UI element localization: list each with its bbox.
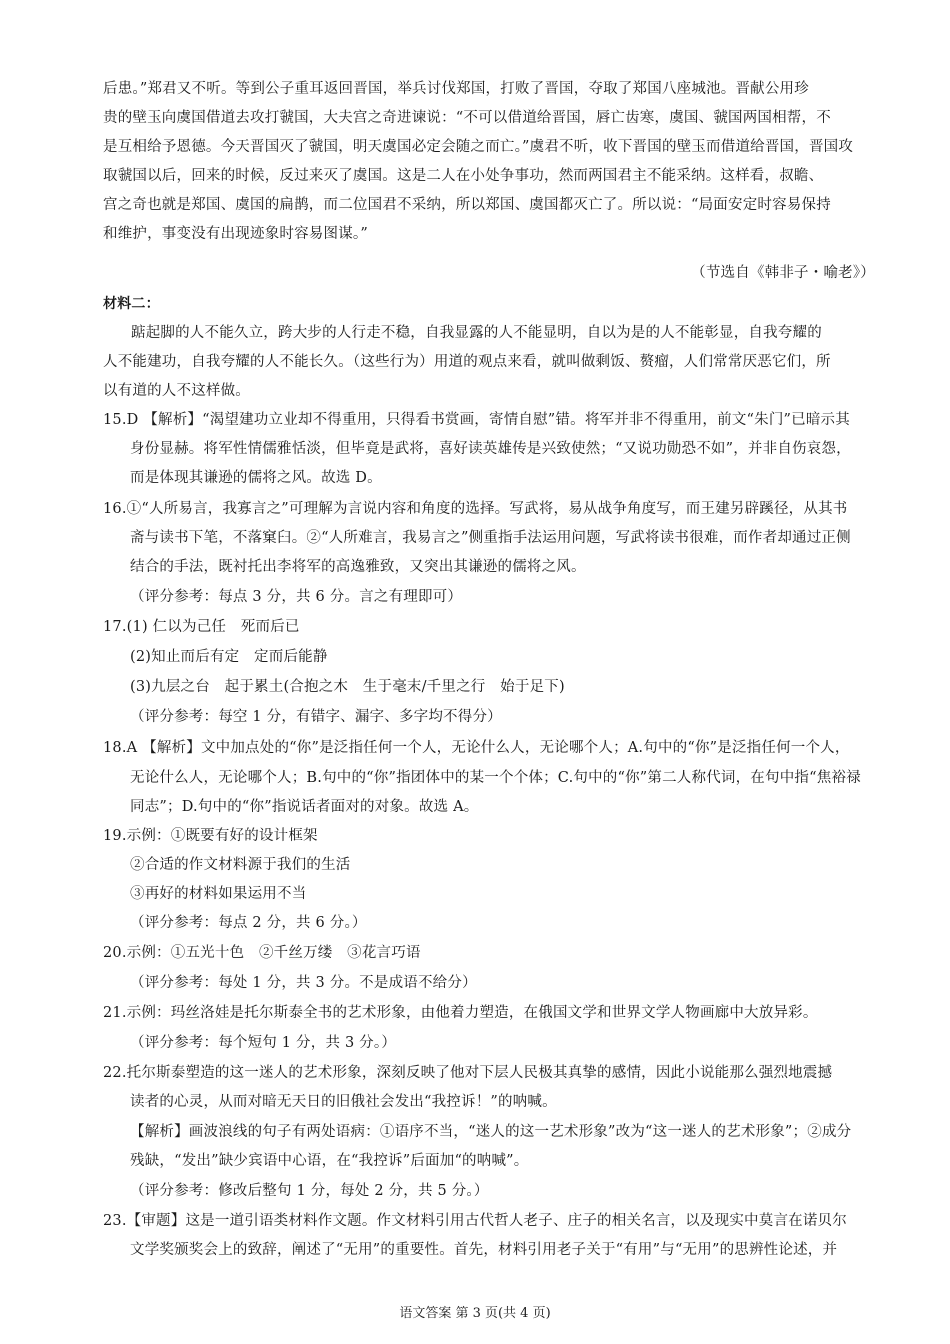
text-line: 身份显赫。将军性情儒雅恬淡，但毕竟是武将，喜好读英雄传是兴致使然；“又说功勋恐不如”，并非自伤哀怨， bbox=[130, 441, 851, 457]
text-line: 人不能建功，自我夸耀的人不能长久。（这些行为）用道的观点来看，就叫做剩饭、赘瘤，人们常常厌恶它们，所 bbox=[103, 354, 831, 370]
text-line: 是互相给予恩德。今天晋国灭了虢国，明天虞国必定会随之而亡。”虞君不听，收下晋国的壁玉而借道给晋国，晋国攻 bbox=[103, 139, 854, 155]
text-line: 同志”；D.句中的“你”指说话者面对的对象。故选 A。 bbox=[130, 799, 479, 815]
answer-19: 19.示例：①既要有好的设计框架 bbox=[103, 828, 318, 844]
text-line: (3)九层之台 起于累土(合抱之木 生于毫末/千里之行 始于足下) bbox=[130, 679, 565, 695]
scoring-note: （评分参考：修改后整句 1 分，每处 2 分，共 5 分。） bbox=[130, 1183, 489, 1199]
answer-15: 15.D 【解析】“渴望建功立业却不得重用，只得看书赏画，寄情自慰”错。将军并非不得重用，前文“朱门”已暗示其 bbox=[103, 412, 850, 428]
text-line: 而是体现其谦逊的儒将之风。故选 D。 bbox=[130, 470, 382, 486]
text-line: 斋与读书下笔，不落窠臼。②“人所难言，我易言之”侧重指手法运用问题，写武将读书很难，而作者却通过正侧 bbox=[130, 530, 851, 546]
source-citation: （节选自《韩非子・喻老》） bbox=[691, 265, 875, 281]
text-line: 结合的手法，既衬托出李将军的高逸雅致，又突出其谦逊的儒将之风。 bbox=[130, 559, 586, 575]
text-line: 贵的壁玉向虞国借道去攻打虢国，大夫宫之奇进谏说：“不可以借道给晋国，唇亡齿寒，虞国、虢国两国相帮，不 bbox=[103, 110, 831, 126]
scoring-note: （评分参考：每点 3 分，共 6 分。言之有理即可） bbox=[130, 589, 463, 605]
text-line: 文学奖颁奖会上的致辞，阐述了“无用”的重要性。首先，材料引用老子关于“有用”与“无用”的思辨性论述，并 bbox=[130, 1242, 838, 1258]
text-line: 残缺，“发出”缺少宾语中心语，在“我控诉”后面加“的呐喊”。 bbox=[130, 1153, 529, 1169]
text-line: 无论什么人，无论哪个人；B.句中的“你”指团体中的某一个个体；C.句中的“你”第二人称代词，在句中指“焦裕禄 bbox=[130, 770, 861, 786]
answer-18: 18.A 【解析】文中加点处的“你”是泛指任何一个人，无论什么人，无论哪个人；A.句中的“你”是泛指任何一个人， bbox=[103, 740, 850, 756]
answer-23: 23.【审题】这是一道引语类材料作文题。作文材料引用古代哲人老子、庄子的相关名言，以及现实中莫言在诺贝尔 bbox=[103, 1213, 847, 1229]
analysis-line: 【解析】画波浪线的句子有两处语病：①语序不当，“迷人的这一艺术形象”改为“这一迷人的艺术形象”；②成分 bbox=[130, 1124, 852, 1140]
scoring-note: （评分参考：每处 1 分，共 3 分。不是成语不给分） bbox=[130, 975, 477, 991]
text-line: 踮起脚的人不能久立，跨大步的人行走不稳，自我显露的人不能显明，自以为是的人不能彰显，自我夸耀的 bbox=[131, 325, 822, 341]
text-line: 后患。”郑君又不听。等到公子重耳返回晋国，举兵讨伐郑国，打败了晋国，夺取了郑国八座城池。晋献公用珍 bbox=[103, 81, 809, 97]
answer-21: 21.示例：玛丝洛娃是托尔斯泰全书的艺术形象，由他着力塑造，在俄国文学和世界文学人物画廊中大放异彩。 bbox=[103, 1005, 818, 1021]
answer-17: 17.(1) 仁以为己任 死而后已 bbox=[103, 619, 300, 635]
scoring-note: （评分参考：每点 2 分，共 6 分。） bbox=[130, 915, 367, 931]
text-line: ③再好的材料如果运用不当 bbox=[130, 886, 307, 902]
text-line: 取虢国以后，回来的时候，反过来灭了虞国。这是二人在小处争事功，然而两国君主不能采纳。这样看，叔瞻、 bbox=[103, 168, 824, 184]
scoring-note: （评分参考：每个短句 1 分，共 3 分。） bbox=[130, 1035, 397, 1051]
answer-22: 22.托尔斯泰塑造的这一迷人的艺术形象，深刻反映了他对下层人民极其真挚的感情，因此小说能那么强烈地震撼 bbox=[103, 1065, 833, 1081]
text-line: ②合适的作文材料源于我们的生活 bbox=[130, 857, 351, 873]
text-line: 和维护，事变没有出现迹象时容易图谋。” bbox=[103, 226, 368, 242]
scoring-note: （评分参考：每空 1 分，有错字、漏字、多字均不得分） bbox=[130, 709, 502, 725]
page-footer: 语文答案 第 3 页(共 4 页) bbox=[399, 1306, 551, 1321]
text-line: 以有道的人不这样做。 bbox=[103, 383, 250, 399]
text-line: 读者的心灵，从而对暗无天日的旧俄社会发出“我控诉！”的呐喊。 bbox=[130, 1094, 557, 1110]
section-heading: 材料二： bbox=[103, 296, 160, 312]
text-line: (2)知止而后有定 定而后能静 bbox=[130, 649, 328, 665]
answer-16: 16.①“人所易言，我寡言之”可理解为言说内容和角度的选择。写武将，易从战争角度写，而王建另辟蹊径，从其书 bbox=[103, 501, 848, 517]
answer-20: 20.示例：①五光十色 ②千丝万缕 ③花言巧语 bbox=[103, 945, 421, 961]
text-line: 宫之奇也就是郑国、虞国的扁鹊，而二位国君不采纳，所以郑国、虞国都灭亡了。所以说：“局面安定时容易保持 bbox=[103, 197, 831, 213]
